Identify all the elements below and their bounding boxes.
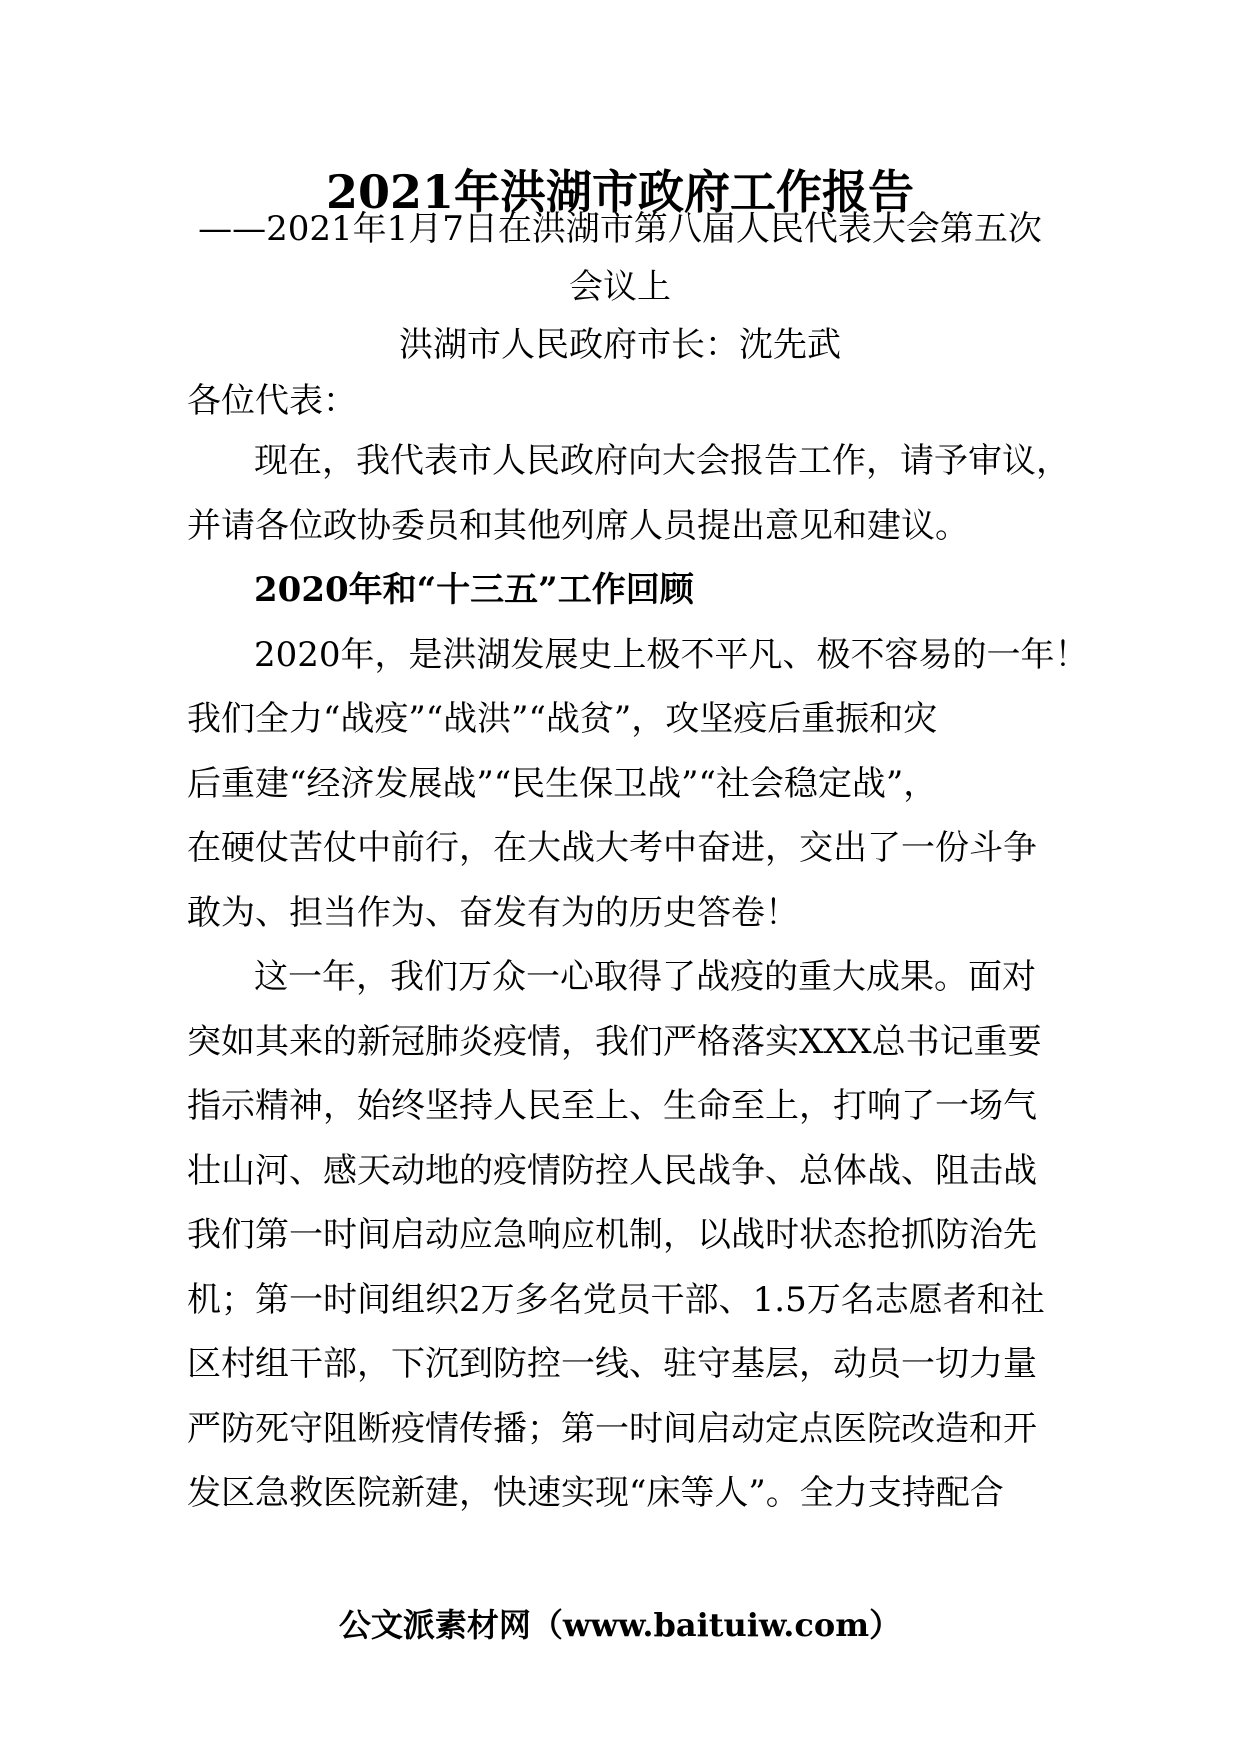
text-line: 并请各位政协委员和其他列席人员提出意见和建议。 — [187, 505, 969, 546]
document-body — [187, 381, 1089, 1526]
intro-paragraph — [187, 429, 1087, 558]
text-line: 壮山河、感天动地的疫情防控人民战争、总体战、阻击战 — [187, 1150, 1037, 1191]
text-line: 区村组干部，下沉到防控一线、驻守基层，动员一切力量 — [187, 1344, 1037, 1384]
text-line: 在硬仗苦仗中前行，在大战大考中奋进，交出了一份斗争 — [187, 828, 1037, 868]
text-line: 突如其来的新冠肺炎疫情，我们严格落实XXX总书记重要 — [187, 1021, 1042, 1062]
text-line: 我们全力“战疫”“战洪”“战贫”，攻坚疫后重振和灾 — [187, 699, 938, 739]
section-heading: 2020年和“十三五”工作回顾 — [254, 570, 694, 610]
text-line: 现在，我代表市人民政府向大会报告工作，请予审议， — [254, 441, 1070, 481]
text-line: 严防死守阻断疫情传播；第一时间启动定点医院改造和开 — [187, 1408, 1037, 1449]
document-author: 洪湖市人民政府市长：沈先武 — [399, 325, 841, 365]
document-subtitle-line-1: ——2021年1月7日在洪湖市第八届人民代表大会第五次 — [198, 209, 1042, 249]
paragraph-review-2020 — [187, 623, 1087, 946]
salutation: 各位代表： — [187, 381, 357, 421]
document-subtitle-line-2: 会议上 — [569, 267, 671, 307]
text-line: 敢为、担当作为、奋发有为的历史答卷！ — [187, 892, 799, 933]
text-line: 指示精神，始终坚持人民至上、生命至上，打响了一场气 — [187, 1086, 1037, 1126]
text-line: 2020年，是洪湖发展史上极不平凡、极不容易的一年！ — [254, 634, 1089, 675]
footer-watermark: 公文派素材网（www.baituiw.com） — [338, 1606, 902, 1644]
document-title: 2021年洪湖市政府工作报告 — [325, 165, 915, 219]
text-line: 后重建“经济发展战”“民生保卫战”“社会稳定战”， — [187, 763, 938, 804]
text-line: 这一年，我们万众一心取得了战疫的重大成果。面对 — [254, 957, 1036, 997]
text-line: 我们第一时间启动应急响应机制，以战时状态抢抓防治先 — [187, 1215, 1037, 1255]
text-line: 机；第一时间组织2万多名党员干部、1.5万名志愿者和社 — [187, 1279, 1045, 1320]
text-line: 发区急救医院新建，快速实现“床等人”。全力支持配合 — [187, 1473, 1004, 1513]
paragraph-epidemic-response — [187, 945, 1087, 1526]
